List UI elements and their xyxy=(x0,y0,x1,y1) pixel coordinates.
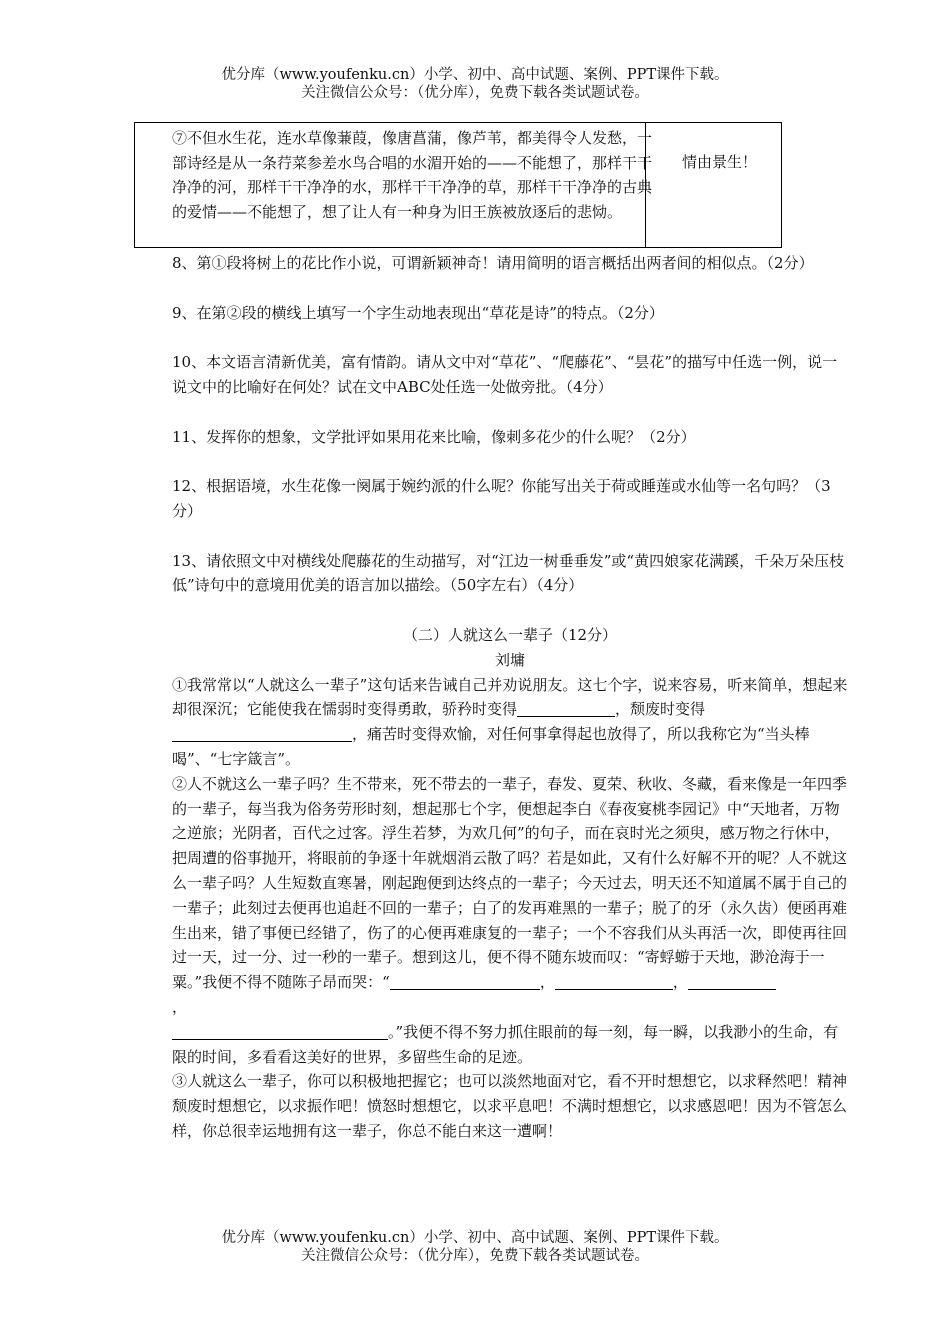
footer-line-2: 关注微信公众号：（优分库），免费下载各类试题试卷。 xyxy=(301,1248,649,1264)
side-annotation: 情由景生！ xyxy=(682,153,758,171)
paragraph-7: ⑦不但水生花，连水草像蒹葭，像唐菖蒲，像芦苇，都美得令人发愁，一部诗经是从一条荇菜参差水鸟合唱的水湄开始的——不能想了，那样干干净净的河，那样干干净净的水，那样干干净净的草，那样干干净净的古典的爱情——不能想了，想了让人有一种身为旧王族被放逐后的悲恸。 xyxy=(172,129,653,221)
section2-paragraph-3: ③人就这么一辈子，你可以积极地把握它；也可以淡然地面对它，看不开时想想它，以求释然吧！精神颓废时想想它，以求振作吧！愤怒时想想它，以求平息吧！不满时想想它，以求感恩吧！因为不管怎么样，你总很幸运地拥有这一辈子，你总不能白来这一遭啊！ xyxy=(172,1072,848,1140)
question-12: 12、根据语境，水生花像一阕属于婉约派的什么呢？你能写出关于荷或睡莲或水仙等一名句吗？（3分） xyxy=(172,477,831,520)
question-10: 10、本文语言清新优美，富有情韵。请从文中对“草花”、“爬藤花”、“昙花”的描写中任选一例，说一说文中的比喻好在何处？试在文中ABC处任选一处做旁批。（4分） xyxy=(172,353,838,396)
answer-blank-2[interactable] xyxy=(172,724,352,742)
answer-blank-6[interactable] xyxy=(172,1022,388,1040)
question-9: 9、在第②段的横线上填写一个字生动地表现出“草花是诗”的特点。（2分） xyxy=(172,303,664,322)
author: 刘墉 xyxy=(494,650,525,669)
section2-paragraph-2: ②人不就这么一辈子吗？生不带来，死不带去的一辈子，春发、夏荣、秋收、冬藏，看来像是一年四季的一辈子，每当我为俗务劳形时刻，想起那七个字，便想起李白《春夜宴桃李园记》中“天地者，万物之逆旅；光阴者，百代之过客。浮生若梦，为欢几何”的句子，而在哀时光之须臾，感万物之行休中，把周遭的俗事抛开，将眼前的争逐十年就烟消云散了吗？若是如此，又有什么好解不开的呢？人不就这么一辈子吗？人生短数直寒暑，刚起跑便到达终点的一辈子；今天过去，明天还不知道属不属于自己的一辈子；此刻过去便再也追赶不回的一辈子；白了的发再难黑的一辈子；脱了的牙（永久齿）便函再难生出来，错了事便已经错了，伤了的心便再难康复的一辈子；一个不容我们从头再活一次，即使再往回过一天，过一分、过一秒的一辈子。想到这儿，便不得不随东坡而叹：“寄蜉蝣于天地，渺沧海于一粟。”我便不得不随陈子昂而哭：“ ， ， ， 。”我便不得不努力抓住眼前的每一刻，每一瞬，以我渺小的生命，有限的时间，多看看这美好的世界，多留些生命的足迹。 xyxy=(172,774,848,1066)
question-8: 8、第①段将树上的花比作小说，可谓新颖神奇！请用简明的语言概括出两者间的相似点。（2分） xyxy=(172,254,814,272)
page-header xyxy=(0,66,950,102)
section2-paragraph-1: ①我常常以“人就这么一辈子”这句话来告诫自己并劝说朋友。这七个字，说来容易，听来简单，想起来却很深沉；它能使我在懦弱时变得勇敢，骄矜时变得 ，颓废时变得，痛苦时变得欢愉，对任何事拿得起也放得了，所以我称它为“当头棒喝”、“七字箴言”。 xyxy=(172,675,848,768)
header-line-1: 优分库（www.youfenku.cn）小学、初中、高中试题、案例、PPT课件下载。 xyxy=(221,67,729,83)
section-title: （二）人就这么一辈子（12分） xyxy=(402,625,618,644)
answer-blank-3[interactable] xyxy=(390,972,540,990)
question-11: 11、发挥你的想象，文学批评如果用花来比喻，像刺多花少的什么呢？（2分） xyxy=(172,427,696,446)
footer-line-1: 优分库（www.youfenku.cn）小学、初中、高中试题、案例、PPT课件下载。 xyxy=(221,1230,729,1246)
page-footer xyxy=(0,1229,950,1265)
header-line-2: 关注微信公众号：（优分库），免费下载各类试题试卷。 xyxy=(301,85,649,101)
question-13: 13、请依照文中对横线处爬藤花的生动描写，对“江边一树垂垂发”或“黄四娘家花满蹊，千朵万朵压枝低”诗句中的意境用优美的语言加以描绘。（50字左右）（4分） xyxy=(172,551,845,595)
main-content xyxy=(172,251,848,1144)
answer-blank-1[interactable] xyxy=(517,699,615,717)
answer-blank-5[interactable] xyxy=(688,972,776,990)
answer-blank-4[interactable] xyxy=(555,972,673,990)
